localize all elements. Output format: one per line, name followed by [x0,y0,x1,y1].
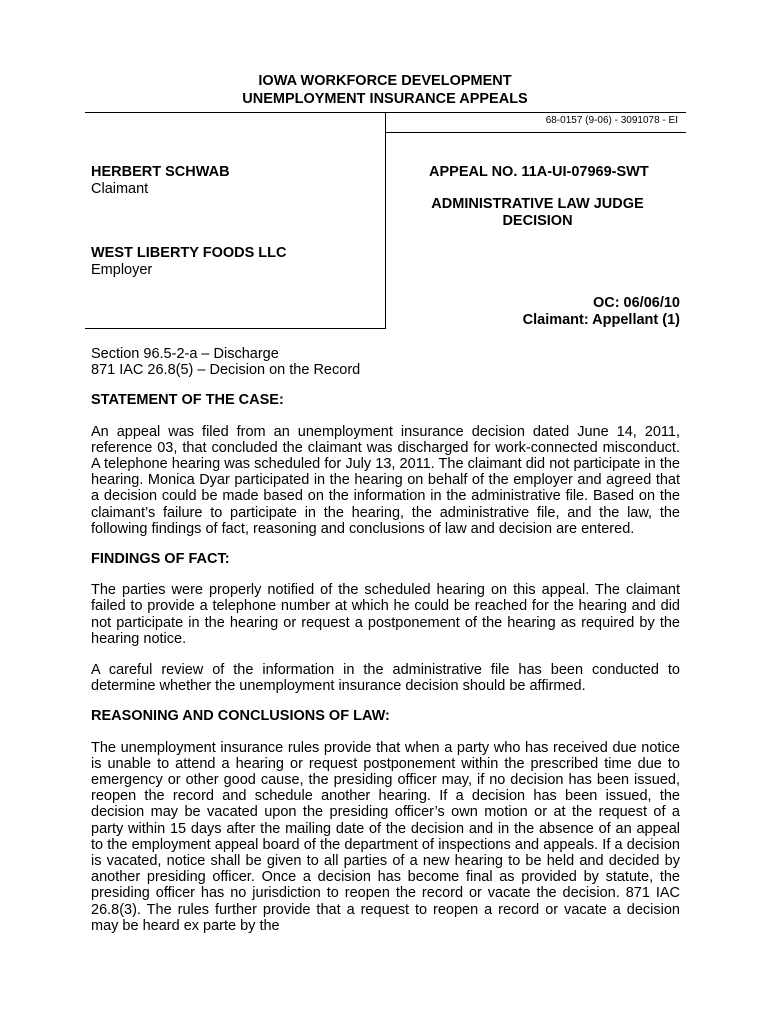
column-divider [385,112,386,328]
decision-title-1: ADMINISTRATIVE LAW JUDGE [431,196,644,212]
claimant-status: Claimant: Appellant (1) [522,312,680,328]
employer-role: Employer [91,262,153,278]
agency-title: IOWA WORKFORCE DEVELOPMENT [258,73,512,89]
reasoning-text: The unemployment insurance rules provide that when a party who has received due notice is unable to attend a hearing or request postponement within the prescribed time due to emergency or other good cause, the presiding officer may, if no decision has been issued, reopen the record and schedule another hearing. If a decision has been issued, the decision may be vacated upon the presiding officer’s own motion or at the request of a party within 15 days after the mailing date of the decision and in the absence of an appeal to the employment appeal board of the department of inspections and appeals. If a decision is vacated, notice shall be given to all parties of a new hearing to be held and decided by another presiding officer. Once a decision has become final as provided by statute, the presiding officer has no jurisdiction to reopen the record or vacate the decision. 871 IAC 26.8(3). The rules further provide that a request to reopen a record or vacate a decision may be heard ex parte by the [91,739,680,934]
findings-text-2: A careful review of the information in the administrative file has been conducted to determine whether the unemployment insurance decision should be affirmed. [91,662,680,695]
parties-rule [85,328,386,329]
statement-text: An appeal was filed from an unemployment insurance decision dated June 14, 2011, reference 03, that concluded the claimant was discharged for work-connected misconduct. A telephone hearing was scheduled for July 13, 2011. The claimant did not participate in the hearing. Monica Dyar participated in the hearing on behalf of the employer and agreed that a decision could be made based on the information in the administrative file. Based on the claimant’s failure to participate in the hearing, the administrative file, and the law, the following findings of fact, reasoning and conclusions of law and decision are entered. [91,423,680,537]
employer-name: WEST LIBERTY FOODS LLC [91,245,287,261]
claimant-name: HERBERT SCHWAB [91,164,230,180]
header-rule-lower [385,132,686,133]
reasoning-heading: REASONING AND CONCLUSIONS OF LAW: [91,708,390,725]
findings-text-1: The parties were properly notified of the scheduled hearing on this appeal. The claimant failed to provide a telephone number at which he could be reached for the hearing and did not participate in the hearing or request a postponement of the hearing as required by the hearing notice. [91,582,680,647]
appeal-number: APPEAL NO. 11A-UI-07969-SWT [429,164,649,180]
statement-heading: STATEMENT OF THE CASE: [91,392,284,409]
oc-date: OC: 06/06/10 [592,295,680,311]
section-line-2: 871 IAC 26.8(5) – Decision on the Record [91,362,361,379]
division-title: UNEMPLOYMENT INSURANCE APPEALS [242,91,528,107]
findings-heading: FINDINGS OF FACT: [91,551,230,568]
decision-body [91,346,680,934]
section-line-1: Section 96.5-2-a – Discharge [91,346,279,362]
decision-title-2: DECISION [502,213,573,229]
form-code: 68-0157 (9-06) - 3091078 - EI [545,115,678,126]
claimant-role: Claimant [91,181,149,197]
